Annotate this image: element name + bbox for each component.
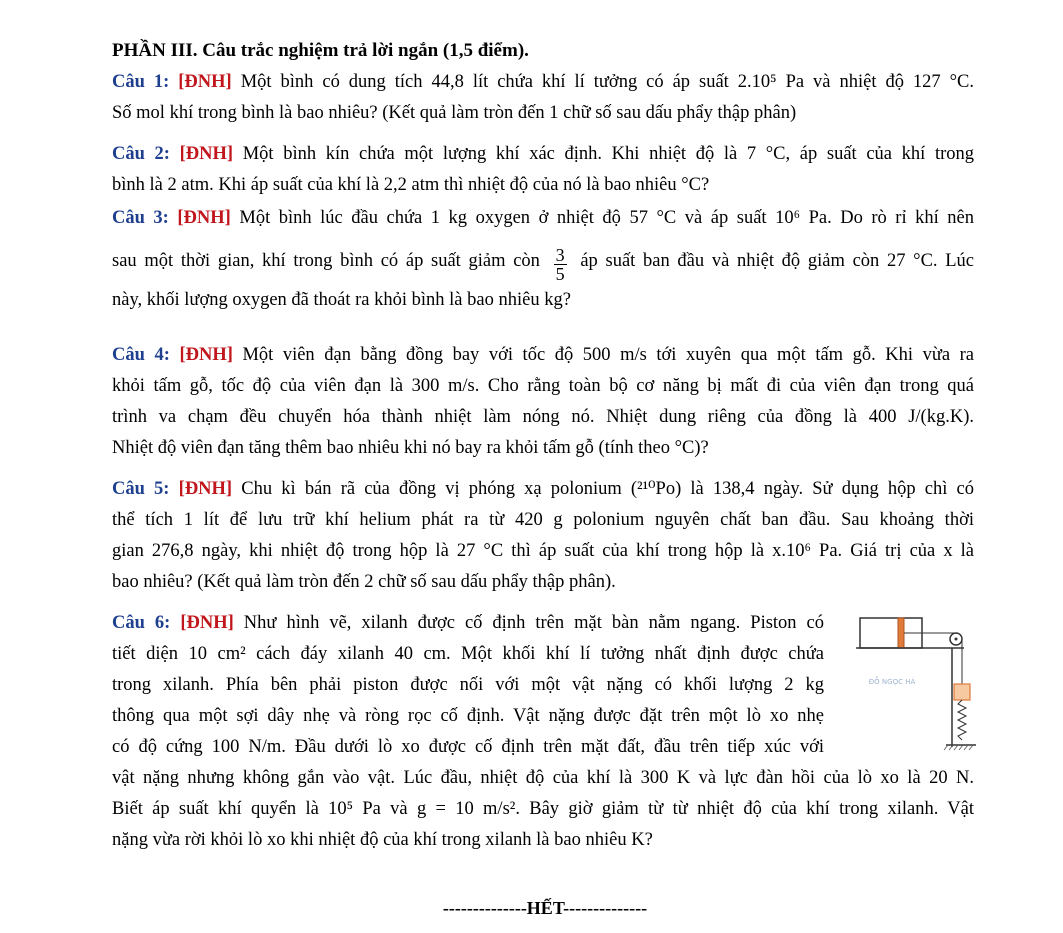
fraction-three-fifths [554,246,567,283]
question-label: Câu 2: [112,144,170,164]
question-text: Một bình kín chứa một lượng khí xác định. Khi nhiệt độ là 7 °C, áp suất của khí trong [242,144,975,164]
question-text: Một bình có dung tích 44,8 lít chứa khí lí tưởng có áp suất 2.10⁵ Pa và nhiệt độ 127 °C. [240,72,975,92]
question-text: khỏi tấm gỗ, tốc độ của viên đạn là 300 m/s. Cho rằng toàn bộ cơ năng bị mất đi của viên đạn trong quá [112,376,974,396]
question-3 [112,203,974,316]
question-line [112,474,974,505]
question-4 [112,340,974,464]
question-line [112,139,974,170]
question-label: Câu 4: [112,345,170,365]
question-text: Như hình vẽ, xilanh được cố định trên mặt bàn nằm ngang. Piston có [243,613,825,633]
source-tag: [ĐNH] [178,479,233,499]
section-title: PHẦN III. Câu trắc nghiệm trả lời ngắn (1,5 điểm). [112,40,529,61]
question-text: thể tích 1 lít để lưu trữ khí helium phát ra từ 420 g polonium nguyên chất ban đầu. Sau khoảng thời [112,510,974,530]
question-label: Câu 5: [112,479,170,499]
question-text: Một viên đạn bằng đồng bay với tốc độ 500 m/s tới xuyên qua một tấm gỗ. Khi vừa ra [242,345,975,365]
question-label: Câu 1: [112,72,170,92]
question-5 [112,474,974,598]
question-1 [112,67,974,129]
question-text: nặng vừa rời khỏi lò xo khi nhiệt độ của khí trong xilanh là bao nhiêu K? [112,830,653,850]
piston [898,618,904,648]
question-text: thông qua một sợi dây nhẹ và ròng rọc cố định. Vật nặng được đặt trên một lò xo nhẹ [112,706,824,726]
question-text: tiết diện 10 cm² cách đáy xilanh 40 cm. Một khối khí lí tưởng nhất định được chứa [112,644,824,664]
question-text: bình là 2 atm. Khi áp suất của khí là 2,2 atm thì nhiệt độ của nó là bao nhiêu °C? [112,175,710,195]
weight-block [954,684,970,700]
fraction-denominator: 5 [555,264,565,284]
question-text: trình va chạm đều chuyển hóa thành nhiệt làm nóng nó. Nhiệt dung riêng của đồng là 400 J/(kg.K). [112,407,974,427]
question-text: có độ cứng 100 N/m. Đầu dưới lò xo được cố định trên mặt đất, đầu trên tiếp xúc với [112,737,824,757]
figure-watermark: ĐỖ NGỌC HÀ [868,678,916,686]
question-text: Nhiệt độ viên đạn tăng thêm bao nhiêu khi nó bay ra khỏi tấm gỗ (tính theo °C)? [112,438,709,458]
question-line [112,203,974,234]
question-text: Số mol khí trong bình là bao nhiêu? (Kết quả làm tròn đến 1 chữ số sau dấu phẩy thập phân) [112,103,797,123]
question-line [112,340,974,371]
question-label: Câu 3: [112,208,169,228]
cylinder-pulley-spring-figure [834,612,979,767]
question-text: áp suất ban đầu và nhiệt độ giảm còn 27 °C. Lúc [580,251,974,271]
pulley-axle [955,638,958,641]
question-line [112,234,974,288]
question-text: trong xilanh. Phía bên phải piston được nối với một vật nặng có khối lượng 2 kg [112,675,824,695]
question-text: sau một thời gian, khí trong bình có áp suất giảm còn [112,251,540,271]
question-text: gian 276,8 ngày, khi nhiệt độ trong hộp là 27 °C thì áp suất của khí trong hộp là x.10⁶ Pa. Giá trị của x là [112,541,974,561]
question-line [112,67,974,98]
question-text: bao nhiêu? (Kết quả làm tròn đến 2 chữ số sau dấu phẩy thập phân). [112,572,616,592]
source-tag: [ĐNH] [179,144,234,164]
fraction-numerator: 3 [555,245,565,265]
question-label: Câu 6: [112,613,171,633]
source-tag: [ĐNH] [180,613,234,633]
question-text: này, khối lượng oxygen đã thoát ra khỏi bình là bao nhiêu kg? [112,290,571,310]
question-text: Một bình lúc đầu chứa 1 kg oxygen ở nhiệt độ 57 °C và áp suất 10⁶ Pa. Do rò rỉ khí nên [239,208,975,228]
spring [958,700,966,740]
question-line [112,608,824,639]
question-text: Biết áp suất khí quyển là 10⁵ Pa và g = 10 m/s². Bây giờ giảm từ từ nhiệt độ của khí trong xilanh. Vật [112,799,974,819]
question-text: Chu kì bán rã của đồng vị phóng xạ polonium (²¹⁰Po) là 138,4 ngày. Sử dụng hộp chì có [241,479,975,499]
source-tag: [ĐNH] [179,345,233,365]
source-tag: [ĐNH] [177,208,231,228]
question-2 [112,139,974,201]
end-marker: --------------HẾT-------------- [442,898,648,918]
source-tag: [ĐNH] [178,72,232,92]
question-text: vật nặng nhưng không gắn vào vật. Lúc đầu, nhiệt độ của khí là 300 K và lực đàn hồi của lò xo là 20 N. [112,768,974,788]
